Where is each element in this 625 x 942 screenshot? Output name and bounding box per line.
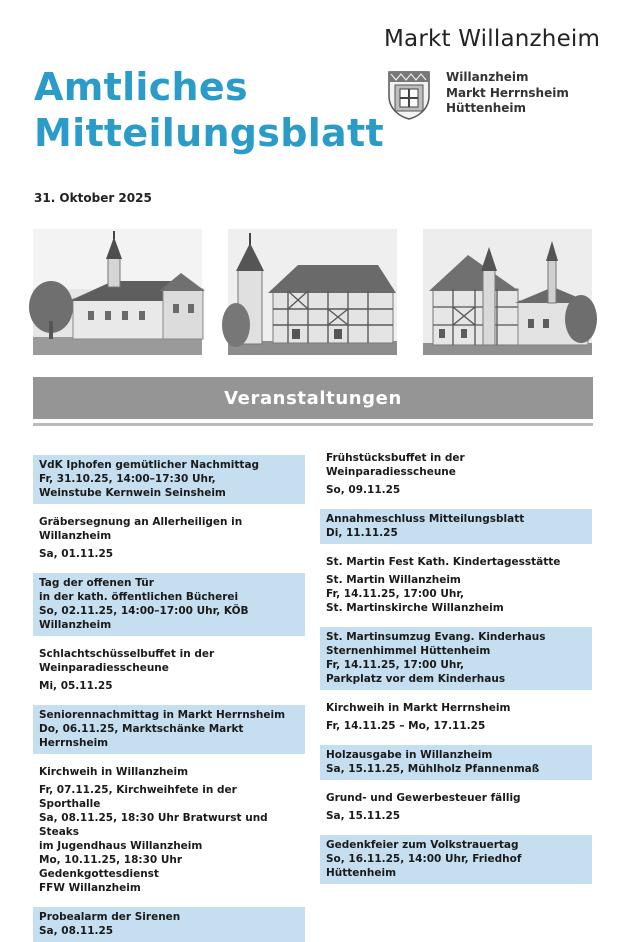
event-title: Annahmeschluss Mitteilungsblatt <box>326 513 525 525</box>
event-detail: Di, 11.11.25 <box>326 527 398 539</box>
section-banner: Veranstaltungen <box>33 377 593 419</box>
event-item <box>33 455 305 504</box>
place-name: Willanzheim <box>446 70 529 84</box>
event-item <box>33 907 305 942</box>
event-detail: in der kath. öffentlichen Bücherei <box>39 591 239 603</box>
event-title: Gedenkfeier zum Volkstrauertag <box>326 839 519 851</box>
event-item <box>33 705 305 754</box>
event-detail: im Jugendhaus Willanzheim <box>39 840 203 852</box>
event-item <box>33 573 305 636</box>
event-detail: Sa, 15.11.25 <box>326 810 401 822</box>
place-name: Markt Herrnsheim <box>446 85 569 100</box>
event-detail: Weinstube Kernwein Seinsheim <box>39 487 226 499</box>
event-title: Schlachtschüsselbuffet in der Weinparadiesscheune <box>39 648 215 674</box>
event-title: St. Martinsumzug Evang. Kinderhaus <box>326 631 546 643</box>
event-detail: St. Martin Willanzheim <box>326 574 461 586</box>
events-column-right <box>320 448 592 884</box>
event-title: Kirchweih in Willanzheim <box>39 766 189 778</box>
title-line: Mitteilungsblatt <box>34 111 384 155</box>
event-item <box>320 448 592 501</box>
event-item <box>33 762 305 899</box>
event-detail: Do, 06.11.25, Marktschänke Markt Herrnsheim <box>39 723 244 749</box>
event-detail: Mi, 05.11.25 <box>39 680 113 692</box>
event-item <box>320 745 592 780</box>
event-detail: Sternenhimmel Hüttenheim <box>326 645 491 657</box>
event-detail: Fr, 31.10.25, 14:00–17:30 Uhr, <box>39 473 216 485</box>
event-item <box>320 627 592 690</box>
place-name: Hüttenheim <box>446 101 527 115</box>
event-detail: FFW Willanzheim <box>39 882 141 894</box>
event-title: Seniorennachmittag in Markt Herrnsheim <box>39 709 286 721</box>
page-title <box>34 64 384 156</box>
event-detail: Sa, 08.11.25 <box>39 925 114 937</box>
photo-church-willanzheim <box>33 229 202 355</box>
coat-of-arms-icon <box>387 70 431 120</box>
event-title: Tag der offenen Tür <box>39 577 154 589</box>
event-title: St. Martin Fest Kath. Kindertagesstätte <box>326 556 561 568</box>
event-item <box>320 698 592 737</box>
event-detail: So, 02.11.25, 14:00–17:00 Uhr, KÖB Willanzheim <box>39 605 249 631</box>
event-title: Grund- und Gewerbesteuer fällig <box>326 792 521 804</box>
event-item <box>320 552 592 619</box>
event-detail: St. Martinskirche Willanzheim <box>326 602 504 614</box>
photo-half-timbered-house <box>228 229 397 355</box>
event-title: Probealarm der Sirenen <box>39 911 181 923</box>
banner-divider <box>33 423 593 426</box>
event-detail: Fr, 14.11.25 – Mo, 17.11.25 <box>326 720 486 732</box>
event-detail: Fr, 14.11.25, 17:00 Uhr, <box>326 588 464 600</box>
event-detail: So, 16.11.25, 14:00 Uhr, Friedhof Hüttenheim <box>326 853 522 879</box>
event-detail: So, 09.11.25 <box>326 484 401 496</box>
photo-town-hall <box>423 229 592 355</box>
event-item <box>320 788 592 827</box>
event-detail: Sa, 15.11.25, Mühlholz Pfannenmaß <box>326 763 540 775</box>
event-item <box>33 512 305 565</box>
event-detail: Mo, 10.11.25, 18:30 Uhr Gedenkgottesdienst <box>39 854 183 880</box>
events-column-left <box>33 448 305 942</box>
issue-date: 31. Oktober 2025 <box>34 191 152 205</box>
event-detail: Fr, 07.11.25, Kirchweihfete in der Sporthalle <box>39 784 237 810</box>
event-title: Kirchweih in Markt Herrnsheim <box>326 702 511 714</box>
event-detail: Parkplatz vor dem Kinderhaus <box>326 673 506 685</box>
event-detail: Sa, 08.11.25, 18:30 Uhr Bratwurst und Steaks <box>39 812 268 838</box>
event-title: Frühstücksbuffet in der Weinparadiesscheune <box>326 452 465 478</box>
event-title: Gräbersegnung an Allerheiligen in Willanzheim <box>39 516 243 542</box>
event-detail: Fr, 14.11.25, 17:00 Uhr, <box>326 659 464 671</box>
municipality-list <box>446 70 569 117</box>
event-detail: Sa, 01.11.25 <box>39 548 114 560</box>
brand-name: Markt Willanzheim <box>384 26 601 52</box>
title-line: Amtliches <box>34 65 248 109</box>
event-title: VdK Iphofen gemütlicher Nachmittag <box>39 459 260 471</box>
event-item <box>320 509 592 544</box>
event-item <box>33 644 305 697</box>
event-item <box>320 835 592 884</box>
event-title: Holzausgabe in Willanzheim <box>326 749 493 761</box>
